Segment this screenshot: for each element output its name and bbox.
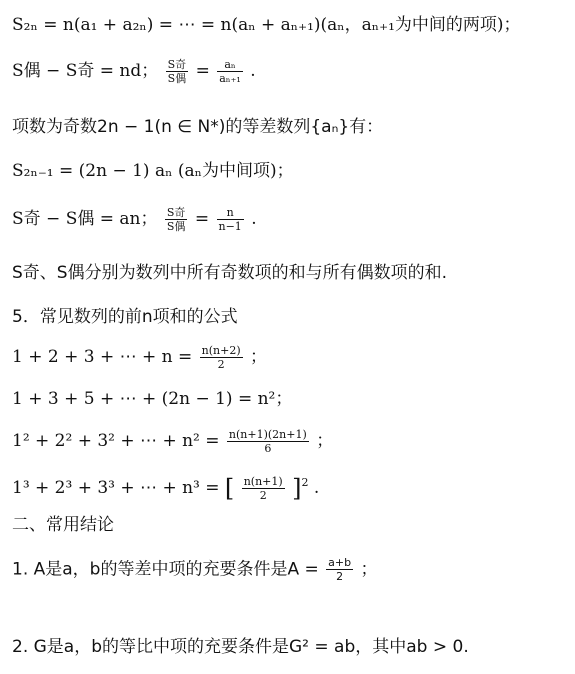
- ratio-result-fraction: [217, 206, 244, 233]
- ratio-fraction: [165, 206, 188, 233]
- period: .: [250, 61, 256, 81]
- fraction-numerator: S奇: [166, 206, 186, 219]
- fraction-denominator: 2: [259, 489, 267, 502]
- sum-formula-1: [12, 344, 267, 371]
- sum-formula-3-left: 1² + 2² + 3² + ⋯ + n² =: [12, 431, 225, 451]
- section-heading-5: 5．常见数列的前n项和的公式: [12, 307, 238, 327]
- fraction-numerator: n: [217, 206, 244, 220]
- semicolon: ；: [316, 431, 334, 451]
- sum-formula-3-fraction: [227, 428, 309, 455]
- formula-line-4: S₂ₙ₋₁ = (2n − 1) aₙ (aₙ为中间项)；: [12, 161, 294, 181]
- sum-formula-2: 1 + 3 + 5 + ⋯ + (2n − 1) = n²；: [12, 389, 293, 409]
- fraction-denominator: n−1: [218, 220, 242, 233]
- fraction-numerator: n(n+1)(2n+1): [228, 428, 307, 441]
- sum-formula-4-fraction: [242, 475, 285, 502]
- formula-line-6: S奇、S偶分别为数列中所有奇数项的和与所有偶数项的和.: [12, 263, 447, 283]
- formula-line-5: [12, 206, 257, 233]
- conclusion-1-fraction: [326, 556, 353, 583]
- fraction-numerator: a+b: [328, 556, 352, 569]
- sum-formula-4-left: 1³ + 2³ + 3³ + ⋯ + n³ =: [12, 478, 225, 498]
- fraction-denominator: aₙ₊₁: [219, 72, 241, 85]
- conclusion-2: 2. G是a，b的等比中项的充要条件是G² = ab，其中ab > 0.: [12, 637, 469, 657]
- conclusion-1-text: 1. A是a，b的等差中项的充要条件是A =: [12, 559, 325, 580]
- formula-line-3: 项数为奇数2n − 1(n ∈ N*)的等差数列{aₙ}有：: [12, 117, 384, 137]
- period: .: [251, 209, 257, 229]
- sum-formula-1-left: 1 + 2 + 3 + ⋯ + n =: [12, 347, 198, 367]
- fraction-numerator: n(n+1): [243, 475, 283, 488]
- equals-sign: =: [195, 61, 216, 81]
- fraction-denominator: S偶: [167, 72, 187, 85]
- formula-line-5-left: S奇 − S偶 = an；: [12, 209, 158, 229]
- fraction-numerator: n(n+2): [201, 344, 241, 357]
- ratio-result-fraction: [217, 58, 243, 85]
- fraction-denominator: 2: [217, 358, 225, 371]
- semicolon: ；: [360, 559, 378, 580]
- semicolon: ；: [250, 347, 268, 367]
- conclusion-1: [12, 556, 378, 583]
- ratio-fraction: [166, 58, 189, 85]
- fraction-numerator: aₙ: [217, 58, 243, 72]
- section-heading-common-conclusions: 二、常用结论: [12, 515, 114, 535]
- exponent: 2: [301, 476, 309, 489]
- fraction-denominator: 6: [264, 442, 272, 455]
- formula-line-1: S₂ₙ = n(a₁ + a₂ₙ) = ⋯ = n(aₙ + aₙ₊₁)(aₙ，aₙ₊₁为中间的两项)；: [12, 15, 521, 35]
- fraction-numerator: S奇: [167, 58, 187, 71]
- left-bracket: [: [224, 474, 235, 503]
- period: .: [313, 478, 320, 498]
- right-bracket: ]: [292, 474, 302, 503]
- sum-formula-1-fraction: [200, 344, 243, 371]
- formula-line-2-left: S偶 − S奇 = nd；: [12, 61, 159, 81]
- sum-formula-3: [12, 428, 333, 455]
- fraction-denominator: 2: [336, 570, 344, 583]
- fraction-denominator: S偶: [166, 220, 186, 233]
- sum-formula-4: [12, 472, 319, 502]
- formula-line-2: [12, 58, 256, 85]
- equals-sign: =: [194, 209, 215, 229]
